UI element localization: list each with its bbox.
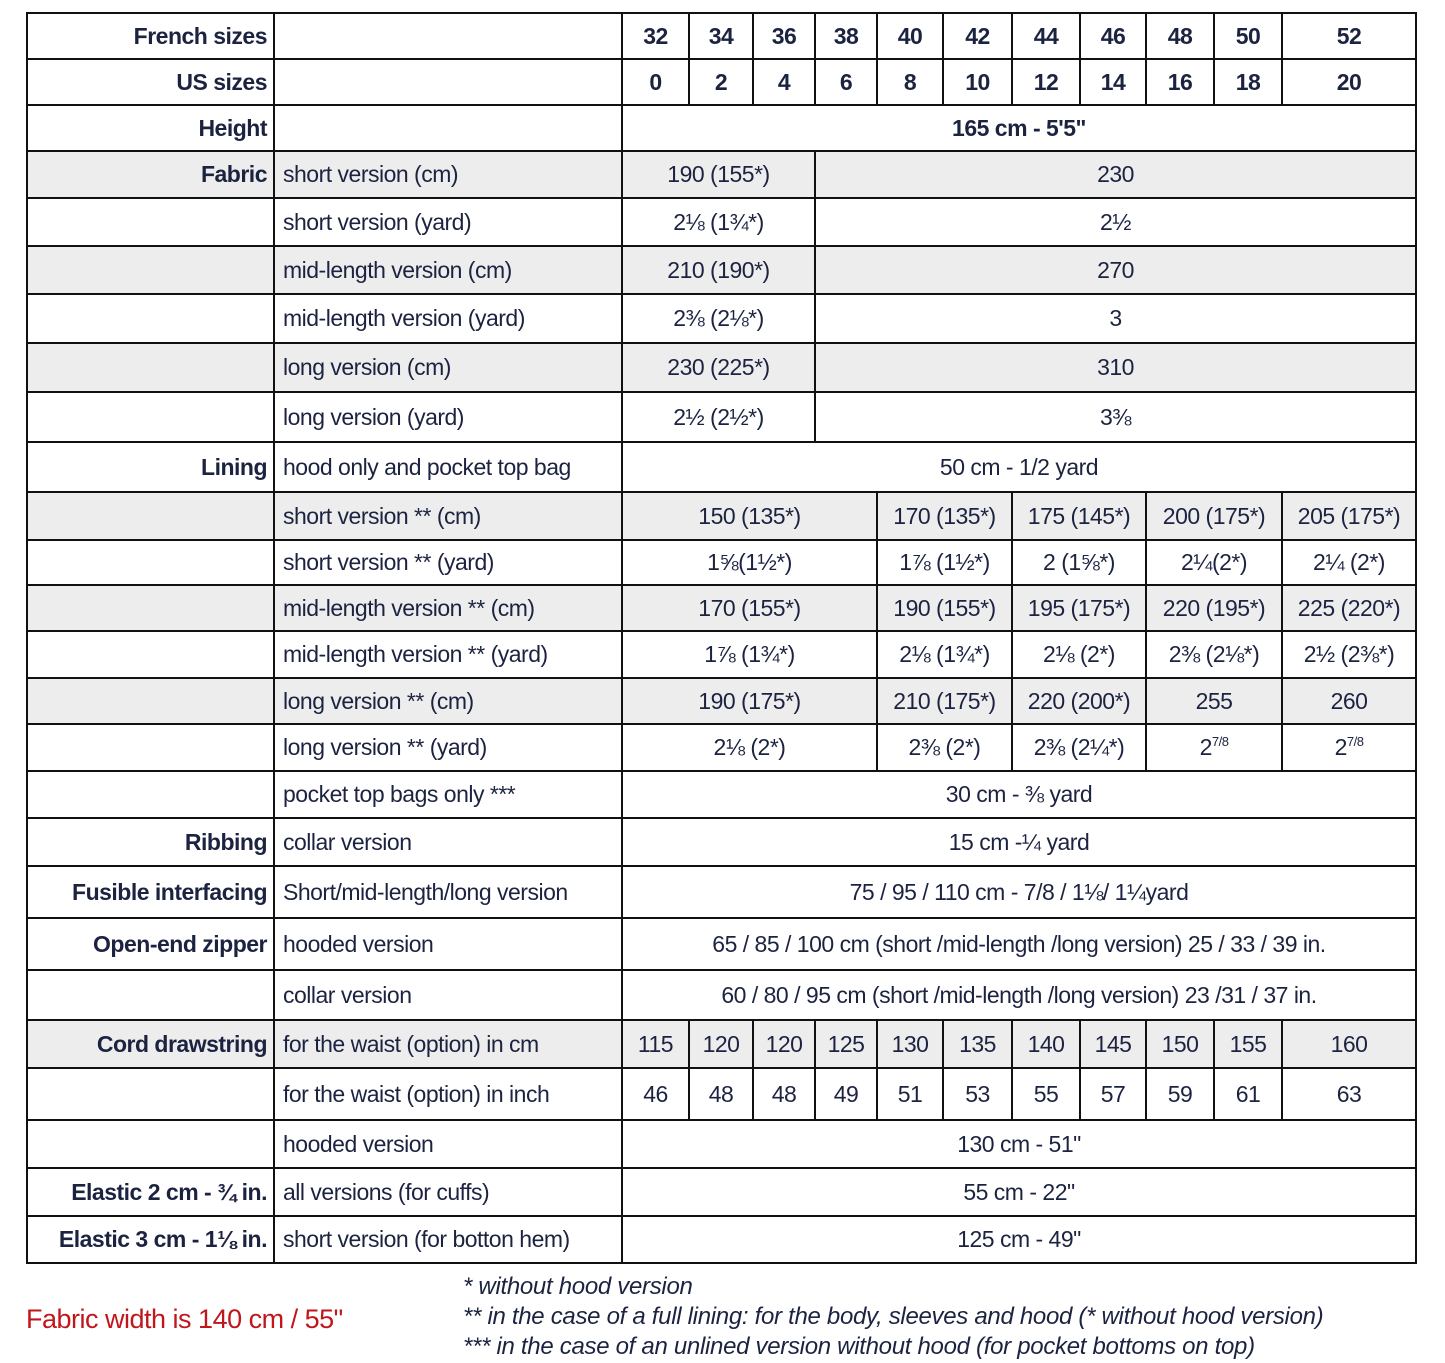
footnote: *** in the case of an unlined version without hood (for pocket bottoms on top) — [463, 1333, 1255, 1360]
french-size: 52 — [1282, 13, 1416, 59]
row-description: long version (cm) — [274, 343, 622, 392]
elastic-3cm-label: Elastic 3 cm - 1⅛ in. — [27, 1216, 274, 1263]
value-cell: 200 (175*) — [1146, 492, 1282, 540]
value-cell: 190 (155*) — [877, 585, 1012, 631]
table-row — [27, 970, 1416, 1020]
row-description: Short/mid-length/long version — [274, 866, 622, 918]
row-description: hooded version — [274, 918, 622, 970]
value-cell: 220 (200*) — [1012, 678, 1146, 724]
value-superscript: 7/8 — [1211, 734, 1229, 749]
value-cell: 1⅝(1½*) — [622, 540, 877, 585]
value-cell: 53 — [943, 1068, 1012, 1120]
value-cell: 49 — [815, 1068, 877, 1120]
row-description: all versions (for cuffs) — [274, 1168, 622, 1216]
value-cell: 190 (155*) — [622, 151, 815, 198]
row-description: pocket top bags only *** — [274, 771, 622, 818]
row-description: short version ** (yard) — [274, 540, 622, 585]
value-cell: 2½ (2⅜*) — [1282, 631, 1416, 678]
empty-cell — [27, 585, 274, 631]
french-size: 44 — [1012, 13, 1080, 59]
us-size: 4 — [753, 59, 815, 105]
row-description: mid-length version (cm) — [274, 246, 622, 294]
value-cell: 150 (135*) — [622, 492, 877, 540]
value-cell: 2⅛ (2*) — [622, 724, 877, 771]
value-base: 2 — [1199, 734, 1212, 760]
row-description: collar version — [274, 970, 622, 1020]
value-cell: 120 — [753, 1020, 815, 1068]
value-cell: 30 cm - ⅜ yard — [622, 771, 1416, 818]
table-row — [27, 540, 1416, 585]
table-row — [27, 198, 1416, 246]
value-cell: 2½ (2½*) — [622, 392, 815, 442]
value-cell: 75 / 95 / 110 cm - 7/8 / 1⅛/ 1¼yard — [622, 866, 1416, 918]
value-cell: 51 — [877, 1068, 943, 1120]
french-size: 48 — [1146, 13, 1214, 59]
table-row — [27, 392, 1416, 442]
value-cell: 230 — [815, 151, 1416, 198]
value-superscript: 7/8 — [1346, 734, 1364, 749]
table-row — [27, 1020, 1416, 1068]
value-cell: 225 (220*) — [1282, 585, 1416, 631]
empty-cell — [274, 59, 622, 105]
value-cell: 135 — [943, 1020, 1012, 1068]
footnotes — [463, 1272, 1323, 1362]
value-cell: 2⅜ (2⅛*) — [622, 294, 815, 343]
value-cell: 2 (1⅝*) — [1012, 540, 1146, 585]
value-cell: 46 — [622, 1068, 689, 1120]
empty-cell — [27, 492, 274, 540]
footnote: ** in the case of a full lining: for the body, sleeves and hood (* without hood version) — [463, 1303, 1324, 1330]
interfacing-label: Fusible interfacing — [27, 866, 274, 918]
value-cell: 115 — [622, 1020, 689, 1068]
value-cell: 160 — [1282, 1020, 1416, 1068]
us-size: 16 — [1146, 59, 1214, 105]
value-cell: 2⅛ (2*) — [1012, 631, 1146, 678]
value-cell: 1⅞ (1½*) — [877, 540, 1012, 585]
empty-cell — [27, 294, 274, 343]
fabric-width-note: Fabric width is 140 cm / 55" — [26, 1304, 343, 1334]
empty-cell — [27, 392, 274, 442]
value-cell: 55 cm - 22" — [622, 1168, 1416, 1216]
row-description: collar version — [274, 818, 622, 866]
table-row — [27, 1168, 1416, 1216]
row-description: short version (for botton hem) — [274, 1216, 622, 1263]
table-row — [27, 246, 1416, 294]
value-base: 2 — [1334, 734, 1347, 760]
us-sizes-row — [27, 59, 1416, 105]
row-description: long version ** (yard) — [274, 724, 622, 771]
value-cell: 130 cm - 51" — [622, 1120, 1416, 1168]
row-description: mid-length version (yard) — [274, 294, 622, 343]
value-cell — [1146, 724, 1282, 771]
table-row — [27, 771, 1416, 818]
row-description: short version (cm) — [274, 151, 622, 198]
table-row — [27, 1216, 1416, 1263]
empty-cell — [27, 343, 274, 392]
value-cell: 125 — [815, 1020, 877, 1068]
row-description: mid-length version ** (cm) — [274, 585, 622, 631]
empty-cell — [27, 246, 274, 294]
value-cell: 55 — [1012, 1068, 1080, 1120]
lining-label: Lining — [27, 442, 274, 492]
value-cell: 190 (175*) — [622, 678, 877, 724]
row-description: hooded version — [274, 1120, 622, 1168]
empty-cell — [274, 105, 622, 151]
value-cell: 2⅛ (1¾*) — [622, 198, 815, 246]
value-cell: 3 — [815, 294, 1416, 343]
table-row — [27, 151, 1416, 198]
french-size: 32 — [622, 13, 689, 59]
us-sizes-label: US sizes — [27, 59, 274, 105]
french-size: 46 — [1080, 13, 1146, 59]
french-size: 38 — [815, 13, 877, 59]
value-cell: 130 — [877, 1020, 943, 1068]
table-row — [27, 1120, 1416, 1168]
french-size: 36 — [753, 13, 815, 59]
us-size: 20 — [1282, 59, 1416, 105]
table-row — [27, 442, 1416, 492]
row-description: hood only and pocket top bag — [274, 442, 622, 492]
value-cell: 61 — [1214, 1068, 1282, 1120]
table-row — [27, 585, 1416, 631]
value-cell: 170 (135*) — [877, 492, 1012, 540]
value-cell: 205 (175*) — [1282, 492, 1416, 540]
row-description: short version ** (cm) — [274, 492, 622, 540]
row-description: long version ** (cm) — [274, 678, 622, 724]
row-description: for the waist (option) in inch — [274, 1068, 622, 1120]
table-row — [27, 294, 1416, 343]
value-cell: 210 (175*) — [877, 678, 1012, 724]
row-description: long version (yard) — [274, 392, 622, 442]
empty-cell — [274, 13, 622, 59]
value-cell: 120 — [689, 1020, 753, 1068]
value-cell: 150 — [1146, 1020, 1214, 1068]
value-cell: 170 (155*) — [622, 585, 877, 631]
zipper-label: Open-end zipper — [27, 918, 274, 970]
us-size: 14 — [1080, 59, 1146, 105]
us-size: 6 — [815, 59, 877, 105]
cord-label: Cord drawstring — [27, 1020, 274, 1068]
row-description: mid-length version ** (yard) — [274, 631, 622, 678]
value-cell: 2⅜ (2¼*) — [1012, 724, 1146, 771]
value-cell: 2⅜ (2*) — [877, 724, 1012, 771]
value-cell: 155 — [1214, 1020, 1282, 1068]
empty-cell — [27, 631, 274, 678]
french-size: 40 — [877, 13, 943, 59]
french-size: 34 — [689, 13, 753, 59]
value-cell: 175 (145*) — [1012, 492, 1146, 540]
row-description: for the waist (option) in cm — [274, 1020, 622, 1068]
value-cell: 48 — [689, 1068, 753, 1120]
value-cell: 220 (195*) — [1146, 585, 1282, 631]
footnote: * without hood version — [463, 1273, 693, 1300]
table-row — [27, 631, 1416, 678]
value-cell: 260 — [1282, 678, 1416, 724]
row-description: short version (yard) — [274, 198, 622, 246]
table-row — [27, 492, 1416, 540]
value-cell: 2¼ (2*) — [1282, 540, 1416, 585]
value-cell: 270 — [815, 246, 1416, 294]
table-row — [27, 1068, 1416, 1120]
fabric-requirements-table — [26, 12, 1417, 1264]
value-cell: 63 — [1282, 1068, 1416, 1120]
value-cell: 210 (190*) — [622, 246, 815, 294]
value-cell: 57 — [1080, 1068, 1146, 1120]
height-label: Height — [27, 105, 274, 151]
us-size: 8 — [877, 59, 943, 105]
table-row — [27, 818, 1416, 866]
table-row — [27, 918, 1416, 970]
value-cell: 50 cm - 1/2 yard — [622, 442, 1416, 492]
fabric-label: Fabric — [27, 151, 274, 198]
us-size: 2 — [689, 59, 753, 105]
elastic-2cm-label: Elastic 2 cm - ¾ in. — [27, 1168, 274, 1216]
value-cell: 60 / 80 / 95 cm (short /mid-length /long version) 23 /31 / 37 in. — [622, 970, 1416, 1020]
empty-cell — [27, 540, 274, 585]
value-cell: 125 cm - 49" — [622, 1216, 1416, 1263]
value-cell: 15 cm -¼ yard — [622, 818, 1416, 866]
height-value: 165 cm - 5'5" — [622, 105, 1416, 151]
value-cell: 2⅛ (1¾*) — [877, 631, 1012, 678]
value-cell: 255 — [1146, 678, 1282, 724]
empty-cell — [27, 1068, 274, 1120]
french-size: 50 — [1214, 13, 1282, 59]
table-row — [27, 724, 1416, 771]
empty-cell — [27, 771, 274, 818]
empty-cell — [27, 1120, 274, 1168]
value-cell: 145 — [1080, 1020, 1146, 1068]
us-size: 18 — [1214, 59, 1282, 105]
table-row — [27, 343, 1416, 392]
value-cell — [1282, 724, 1416, 771]
value-cell: 59 — [1146, 1068, 1214, 1120]
value-cell: 140 — [1012, 1020, 1080, 1068]
empty-cell — [27, 724, 274, 771]
value-cell: 1⅞ (1¾*) — [622, 631, 877, 678]
empty-cell — [27, 970, 274, 1020]
us-size: 0 — [622, 59, 689, 105]
value-cell: 48 — [753, 1068, 815, 1120]
value-cell: 310 — [815, 343, 1416, 392]
table-row — [27, 866, 1416, 918]
ribbing-label: Ribbing — [27, 818, 274, 866]
french-sizes-row — [27, 13, 1416, 59]
empty-cell — [27, 678, 274, 724]
us-size: 10 — [943, 59, 1012, 105]
french-size: 42 — [943, 13, 1012, 59]
us-size: 12 — [1012, 59, 1080, 105]
empty-cell — [27, 198, 274, 246]
value-cell: 3⅜ — [815, 392, 1416, 442]
value-cell: 230 (225*) — [622, 343, 815, 392]
french-sizes-label: French sizes — [27, 13, 274, 59]
value-cell: 65 / 85 / 100 cm (short /mid-length /long version) 25 / 33 / 39 in. — [622, 918, 1416, 970]
value-cell: 2¼(2*) — [1146, 540, 1282, 585]
height-row — [27, 105, 1416, 151]
value-cell: 2½ — [815, 198, 1416, 246]
table-row — [27, 678, 1416, 724]
value-cell: 195 (175*) — [1012, 585, 1146, 631]
value-cell: 2⅜ (2⅛*) — [1146, 631, 1282, 678]
